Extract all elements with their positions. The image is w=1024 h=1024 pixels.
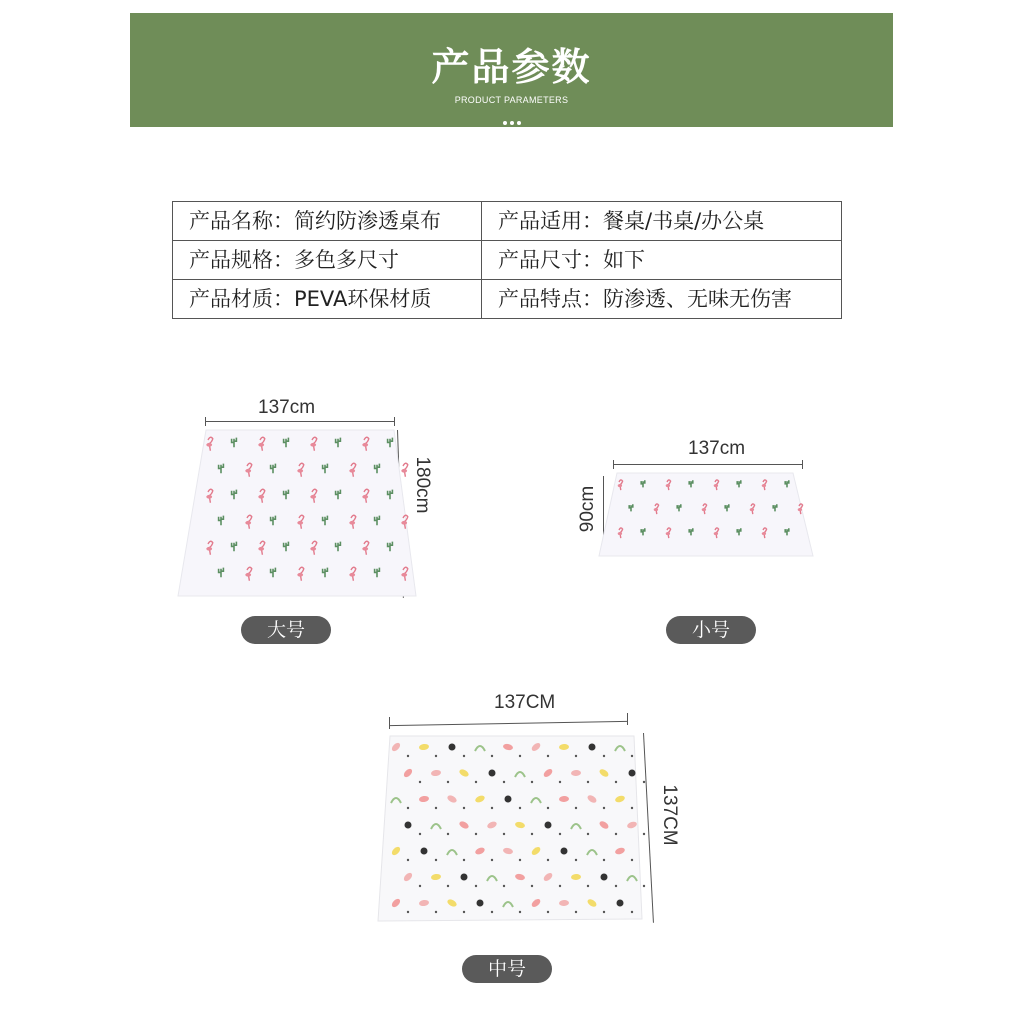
small-width-label: 137cm [688,438,746,459]
param-cell: 产品规格：多色多尺寸 [173,241,482,280]
large-tablecloth-image [176,428,421,600]
width-dimension-line [613,464,803,465]
param-cell: 产品材质：PEVA环保材质 [173,280,482,319]
size-badge-medium: 中号 [462,955,552,983]
small-height-label: 90cm [577,485,598,533]
small-tablecloth-image [597,470,815,560]
dimension-tick [802,460,803,469]
width-dimension-line [205,421,395,422]
dimension-tick [205,417,206,426]
page-subtitle: PRODUCT PARAMETERS [454,95,569,105]
table-row [173,241,842,280]
page-title: 产品参数 [431,45,592,89]
param-cell: 产品适用：餐桌/书桌/办公桌 [482,202,842,241]
medium-tablecloth-image [376,733,646,923]
table-row [173,202,842,241]
medium-width-label: 137CM [494,692,556,713]
param-cell: 产品名称：简约防渗透桌布 [173,202,482,241]
param-cell: 产品尺寸：如下 [482,241,842,280]
dimension-tick [613,460,614,469]
medium-height-label: 137CM [659,784,680,846]
size-badge-large: 大号 [241,616,331,644]
width-dimension-line [389,721,627,726]
params-table [172,201,842,319]
dimension-tick [627,713,628,725]
size-badge-small: 小号 [666,616,756,644]
dimension-tick [389,717,390,729]
large-height-label: 180cm [412,456,433,514]
large-width-label: 137cm [258,397,316,418]
decorative-dots [130,110,893,129]
param-cell: 产品特点：防渗透、无味无伤害 [482,280,842,319]
dimension-tick [394,417,395,426]
header-banner [130,13,893,127]
table-row [173,280,842,319]
